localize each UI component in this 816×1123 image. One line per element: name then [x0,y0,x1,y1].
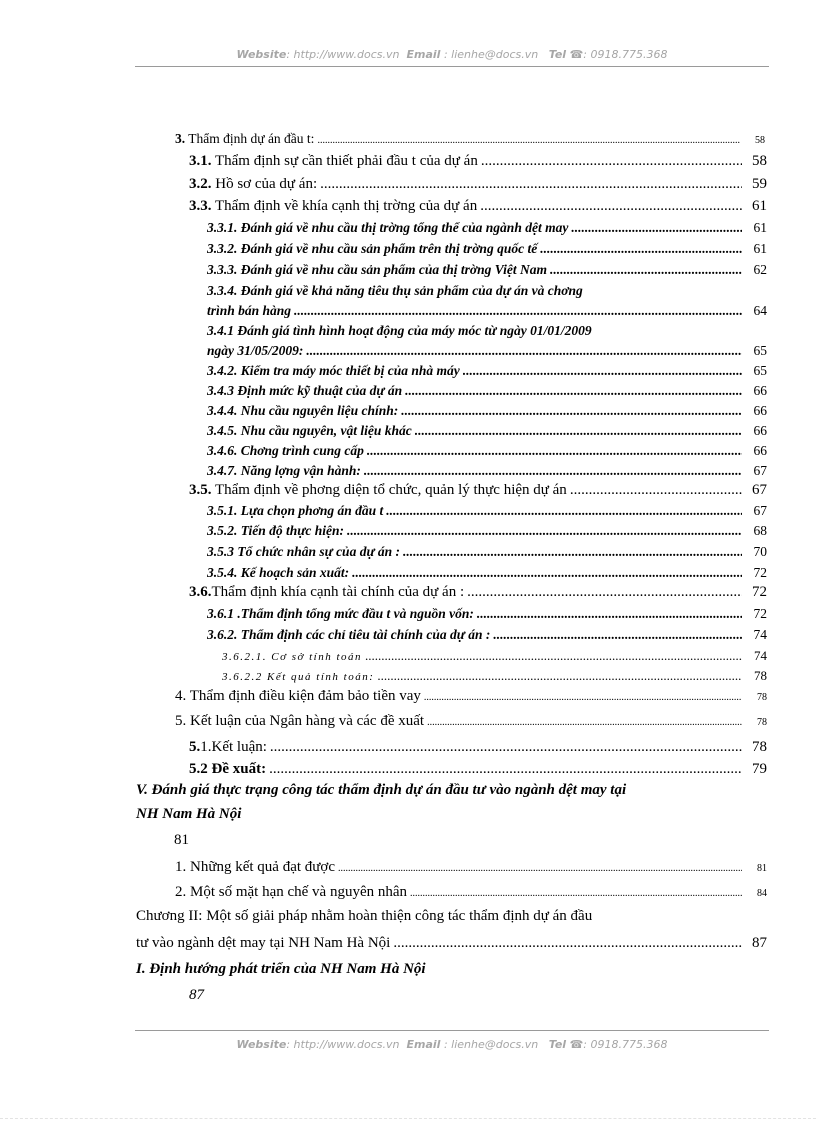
header-rule [135,66,769,67]
toc-entry[interactable] [207,241,767,257]
page-header [135,48,769,61]
toc-leader [365,648,742,664]
toc-entry-number: 3.6. [189,584,212,600]
toc-entry-title[interactable]: 3.3.4. Đánh giá về khả năng tiêu thụ sản phẩm của dự án và chơng [207,283,583,298]
toc-entry-title: trình bán hàng [207,303,292,318]
toc-leader [306,343,742,359]
toc-entry[interactable] [189,176,767,193]
toc-page-number: 67 [752,482,767,498]
toc-page-number: 84 [757,888,767,899]
toc-entry-title: 3.4.2. Kiểm tra máy móc thiết bị của nhà máy [207,363,460,378]
toc-entry-title: Hồ sơ của dự án: [211,176,318,192]
toc-entry[interactable] [207,363,767,379]
toc-entry-title: 3.5.3 Tổ chức nhân sự của dự án : [207,544,401,559]
toc-entry-title: 3.3.1. Đánh giá về nhu cầu thị trờng tổng thể của ngành dệt may [207,220,569,235]
toc-section-title[interactable]: I. Định hướng phát triển của NH Nam Hà Nội [136,961,426,977]
toc-page-number: 72 [753,606,767,621]
toc-entry-title: 3.5.1. Lựa chọn phơng án đầu t [207,503,384,518]
toc-entry-number: 3.2. [189,176,212,192]
toc-page-number: 66 [753,423,767,438]
footer-email-label: Email [406,1038,441,1051]
toc-entry[interactable] [207,565,767,581]
toc-entry-title: 3.5.2. Tiến độ thực hiện: [207,523,344,538]
toc-entry-title[interactable]: 3.4.1 Đánh giá tình hình hoạt động của máy móc từ ngày 01/01/2009 [207,323,592,338]
toc-leader [493,627,742,643]
toc-page-number: 66 [753,383,767,398]
header-website-url[interactable]: : http://www.docs.vn [286,48,400,61]
toc-leader [294,303,742,319]
header-email-label: Email [406,48,441,61]
toc-leader [477,606,742,622]
footer-tel-value: : 0918.775.368 [583,1038,668,1051]
toc-leader [467,584,742,601]
toc-page-number: 87 [189,987,204,1003]
toc-entry-title: 3.4.4. Nhu cầu nguyên liệu chính: [207,403,399,418]
footer-tel-label: Tel [548,1038,567,1051]
toc-leader [320,176,742,193]
toc-entry-number: 5. [189,739,201,755]
toc-entry[interactable] [207,383,767,399]
toc-entry[interactable] [175,688,767,705]
toc-page-number: 78 [757,717,767,728]
toc-entry[interactable] [222,648,767,664]
header-tel-label: Tel [548,48,567,61]
toc-page-number: 87 [752,935,767,951]
toc-leader [377,668,742,684]
toc-leader [317,135,740,146]
toc-entry[interactable] [189,739,767,756]
toc-page-number: 58 [752,153,767,169]
toc-page-number: 58 [755,135,765,146]
toc-leader [270,739,742,756]
toc-page-number: 67 [753,503,767,518]
toc-entry[interactable] [175,713,767,730]
toc-entry-title: 3.5.4. Kế hoạch sản xuất: [207,565,350,580]
header-email-value[interactable]: : lienhe@docs.vn [443,48,539,61]
page-footer [135,1038,769,1051]
toc-entry-title: 2. Một số mặt hạn chế và nguyên nhân [175,884,408,900]
toc-entry-title: 3.4.7. Năng lợng vận hành: [207,463,361,478]
toc-page-number: 61 [753,220,767,235]
toc-entry[interactable] [207,627,767,643]
toc-entry-title: 3.4.5. Nhu cầu nguyên, vật liệu khác [207,423,412,438]
toc-entry-title: 3.6.2. Thẩm định các chỉ tiêu tài chính của dự án : [207,627,491,642]
toc-page-number: 78 [752,739,767,755]
toc-leader [393,935,742,952]
toc-entry[interactable] [189,198,767,215]
toc-page-number: 61 [752,198,767,214]
toc-leader [386,503,742,519]
toc-leader [540,241,742,257]
toc-chapter-title[interactable]: Chương II: Một số giải pháp nhằm hoàn thiện công tác thẩm định dự án đầu [136,908,593,924]
toc-leader [480,198,742,215]
toc-leader [481,153,742,170]
toc-leader [570,482,742,499]
toc-entry-title: ngày 31/05/2009: [207,343,304,358]
toc-leader [403,544,742,560]
toc-entry[interactable] [222,668,767,684]
toc-page-number: 74 [754,648,767,663]
toc-entry-number: 3.3. [189,198,212,214]
toc-page-number: 72 [752,584,767,600]
toc-page-number: 78 [754,668,767,683]
toc-entry-title: 3.4.3 Định mức kỹ thuật của dự án [207,383,403,398]
toc-entry[interactable] [207,523,767,539]
toc-leader [269,761,742,778]
toc-leader [352,565,742,581]
toc-section-title[interactable]: V. Đánh giá thực trạng công tác thẩm định dự án đầu tư vào ngành dệt may tại [136,782,627,798]
toc-entry-title: 5.2 Đề xuất: [189,761,267,777]
toc-page-number: 79 [752,761,767,777]
toc-leader [550,262,742,278]
toc-entry[interactable] [207,443,767,459]
toc-entry[interactable] [189,761,767,778]
toc-page-number: 64 [753,303,767,318]
toc-entry-number: 3.1. [189,153,212,169]
toc-leader [405,383,742,399]
toc-leader [338,863,742,874]
phone-icon: ☎ [569,48,584,61]
toc-entry-title: 3.3.2. Đánh giá về nhu cầu sản phẩm trên thị trờng quốc tế [207,241,538,256]
footer-email-value[interactable]: : lienhe@docs.vn [443,1038,539,1051]
toc-page-number: 67 [753,463,767,478]
toc-entry[interactable] [207,262,767,278]
toc-page-number: 68 [753,523,767,538]
toc-page-number: 78 [757,692,767,703]
header-website-label: Website [236,48,287,61]
toc-entry[interactable] [207,544,767,560]
toc-entry-number: 3.5. [189,482,212,498]
page-edge-divider [0,1118,816,1119]
toc-entry[interactable] [207,503,767,519]
toc-page-number: 59 [752,176,767,192]
toc-entry-number: 3. [175,131,186,146]
toc-entry-title: Thẩm định sự cần thiết phải đầu t của dự án [211,153,478,169]
toc-leader [571,220,742,236]
toc-page-number: 65 [753,343,767,358]
footer-rule [135,1030,769,1031]
header-tel-value: : 0918.775.368 [583,48,668,61]
toc-page-number: 66 [753,403,767,418]
toc-page-number: 70 [753,544,767,559]
toc-page-number: 81 [174,832,189,848]
toc-entry-title: tư vào ngành dệt may tại NH Nam Hà Nội [136,935,391,951]
toc-leader [415,423,742,439]
toc-entry-title: 3.4.6. Chơng trình cung cấp [207,443,364,458]
toc-page-number: 74 [753,627,767,642]
toc-leader [364,463,742,479]
toc-entry-title: Thẩm định về phơng diện tổ chức, quản lý thực hiện dự án [211,482,567,498]
toc-entry-title: Thẩm định dự án đầu t: [185,131,315,146]
toc-entry-title: 3.6.2.2 Kết quả tính toán: [222,671,375,683]
toc-entry[interactable] [189,584,767,601]
toc-section-title[interactable]: NH Nam Hà Nội [136,806,242,822]
phone-icon: ☎ [569,1038,584,1051]
toc-leader [427,717,742,728]
toc-leader [401,403,742,419]
toc-entry[interactable] [207,606,767,622]
toc-entry[interactable] [189,482,767,499]
toc-page-number: 72 [753,565,767,580]
toc-page-number: 61 [753,241,767,256]
toc-leader [463,363,742,379]
toc-page-number: 62 [753,262,767,277]
toc-entry-title: 3.3.3. Đánh giá về nhu cầu sản phẩm của thị trờng Việt Nam [207,262,547,277]
toc-page-number: 65 [753,363,767,378]
toc-entry-title: Thẩm định về khía cạnh thị trờng của dự án [211,198,478,214]
toc-entry[interactable] [175,131,765,147]
toc-entry-title: 3.6.1 .Thẩm định tổng mức đầu t và nguồn vốn: [207,606,474,621]
footer-website-url[interactable]: : http://www.docs.vn [286,1038,400,1051]
toc-entry-title: Thẩm định khía cạnh tài chính của dự án : [211,584,465,600]
toc-page-number: 81 [757,863,767,874]
toc-entry[interactable] [136,935,767,952]
toc-entry[interactable] [207,343,767,359]
toc-entry[interactable] [207,423,767,439]
toc-entry-title: 5. Kết luận của Ngân hàng và các đề xuất [175,713,425,729]
toc-entry[interactable] [207,303,767,319]
toc-entry[interactable] [207,463,767,479]
toc-entry-title: 4. Thẩm định điều kiện đảm bảo tiền vay [175,688,421,704]
toc-entry[interactable] [207,403,767,419]
footer-website-label: Website [236,1038,287,1051]
toc-entry[interactable] [207,220,767,236]
toc-entry-title: 1.Kết luận: [200,739,267,755]
toc-entry-title: 1. Những kết quả đạt được [175,859,335,875]
toc-entry[interactable] [175,859,767,876]
toc-leader [424,692,742,703]
toc-leader [410,888,742,899]
toc-entry-title: 3.6.2.1. Cơ sở tính toán [222,651,363,663]
toc-entry[interactable] [189,153,767,170]
toc-entry[interactable] [175,884,767,901]
toc-page-number: 66 [753,443,767,458]
toc-leader [367,443,742,459]
toc-leader [347,523,742,539]
